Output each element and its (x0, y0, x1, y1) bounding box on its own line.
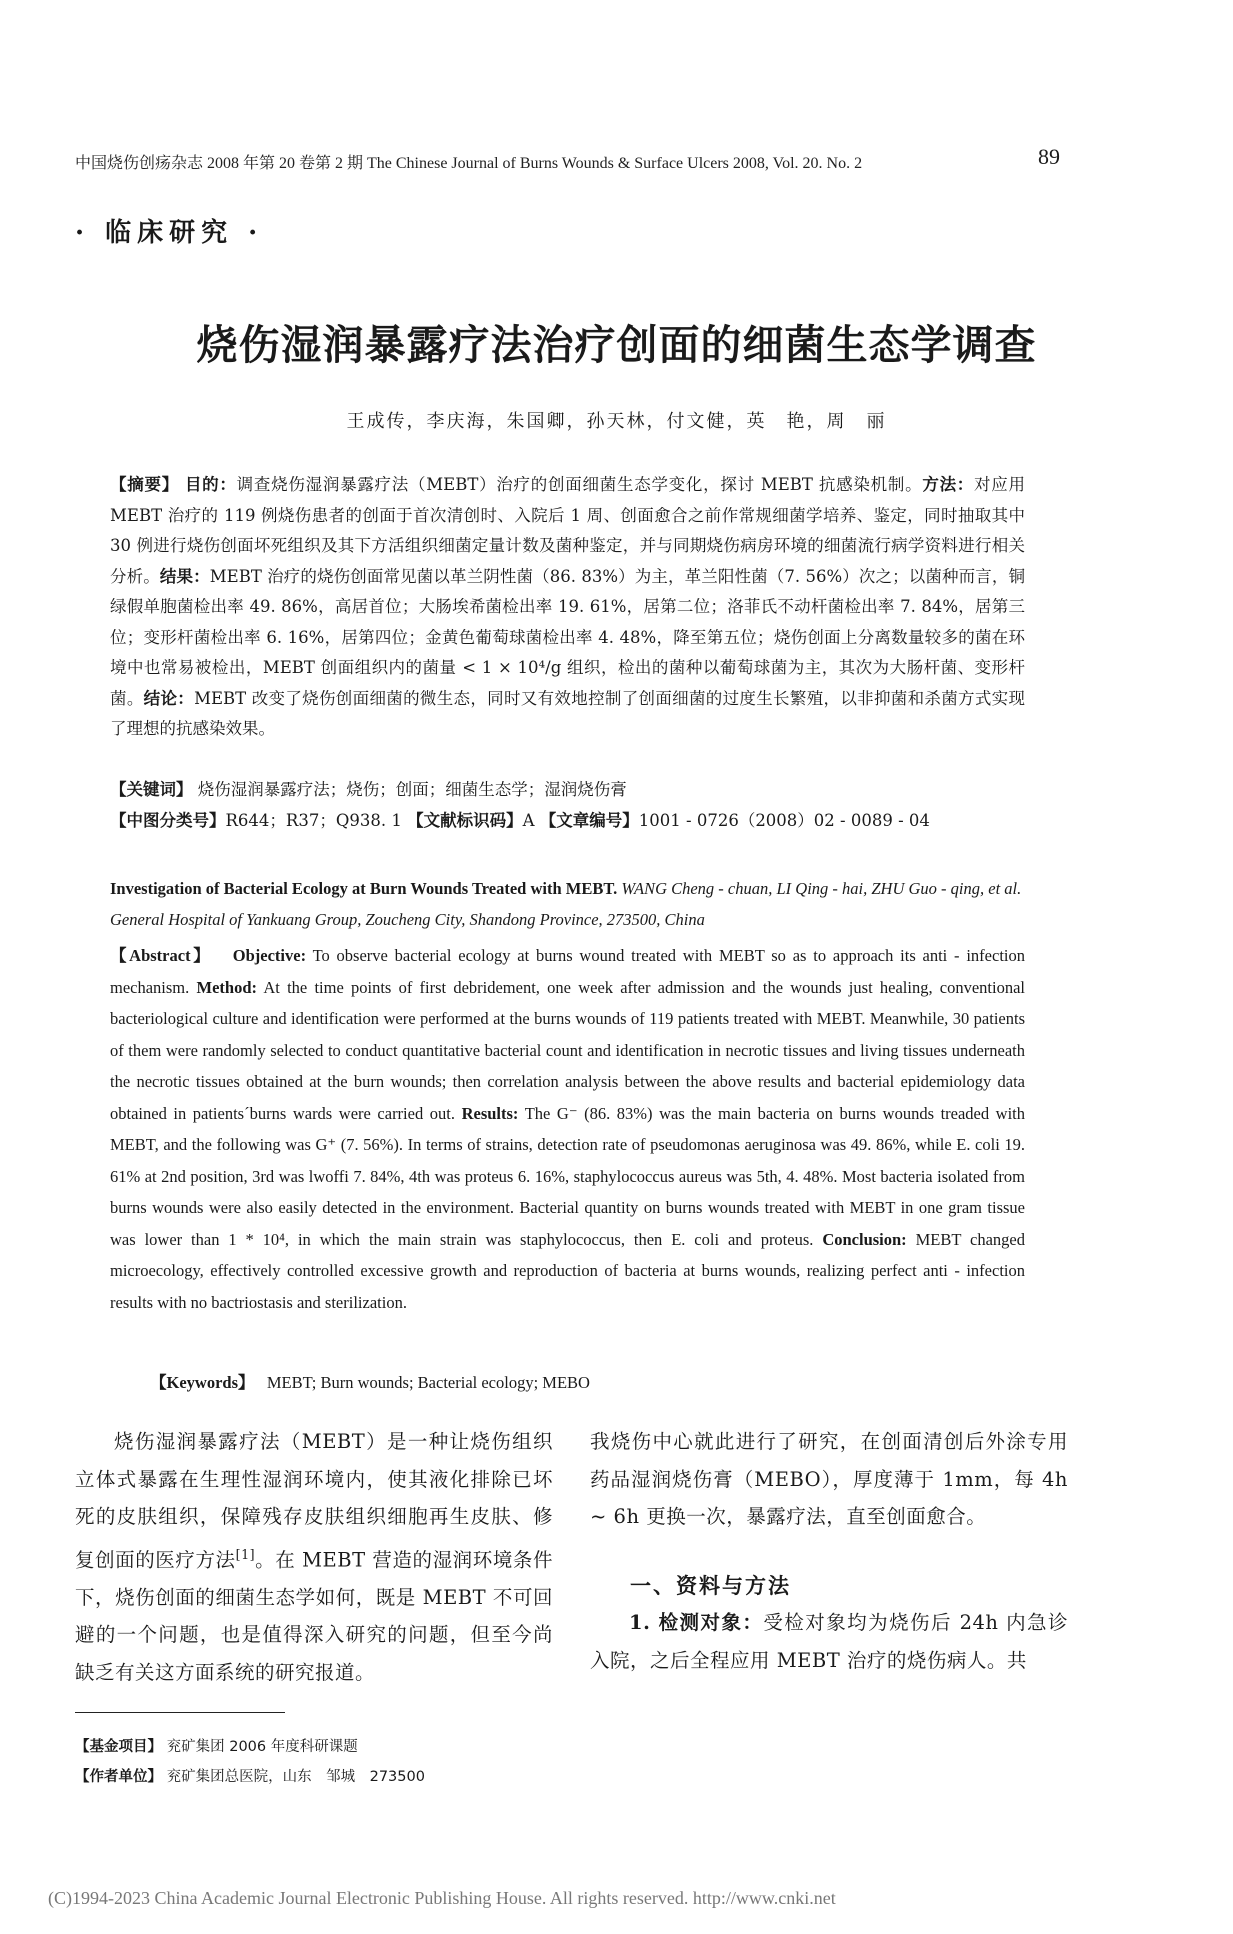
en-results-label: Results: (461, 1103, 519, 1123)
objective-text: 调查烧伤湿润暴露疗法（MEBT）治疗的创面细菌生态学变化，探讨 MEBT 抗感染机制。 (236, 475, 923, 494)
footnote-fund (75, 1735, 358, 1756)
en-objective-label: Objective: (232, 946, 307, 965)
en-method-text: At the time points of first debridement, one week after admission and the wounds just healing, conventional bacteriological culture and identification were performed at the burns wounds of 119 patients treated with MEBT. Meanwhile, 30 patients of them were randomly selected to conduct quantitative bacterial count and identification in necrotic tissues and living tissues underneath the necrotic tissues obtained at the burn wounds; then correlation analysis between the above results and bacterial epidemiology data obtained in patients´burns wards were carried out. (110, 977, 1026, 1123)
subsection-label: 1. 检测对象： (629, 1611, 764, 1634)
method-text: 对应用 MEBT 治疗的 119 例烧伤患者的创面于首次清创时、入院后 1 周、创面愈合之前作常规细菌学培养、鉴定，同时抽取其中 30 例进行烧伤创面坏死组织及其下方活组织细菌定量计数及菌种鉴定，并与同期烧伤病房环境的细菌流行病学资料进行相关分析。 (110, 475, 1026, 586)
fund-text: 兖矿集团 2006 年度科研课题 (166, 1739, 358, 1755)
subsection-text: 受检对象均为烧伤后 24h 内急诊入院，之后全程应用 MEBT 治疗的烧伤病人。共 (590, 1611, 1068, 1672)
en-results-text: The G⁻ (86. 83%) was the main bacteria on burns wounds treaded with MEBT, and the following was G⁺ (7. 56%). In terms of strains, detection rate of pseudomonas aeruginosa was 49. 86%, while E. coli 19. 61% at 2nd position, 3rd was lwoffi 7. 84%, 4th was proteus 6. 16%, staphylococcus aureus was 5th, 4. 48%. Most bacteria isolated from burns wounds were also easily detected in the environment. Bacterial quantity on burns wounds treated with MEBT in one gram tissue was lower than 1 * 10⁴, in which the main strain was staphylococcus, then E. coli and proteus. (110, 1103, 1026, 1249)
english-authors: WANG Cheng - chuan, LI Qing - hai, ZHU Guo - qing, et al. (621, 879, 1022, 898)
subsection-paragraph (590, 1604, 1068, 1679)
chinese-abstract (110, 470, 1025, 745)
doc-code-value: A (522, 811, 535, 830)
body-column-left (75, 1423, 553, 1691)
footnote-divider (75, 1712, 285, 1713)
objective-label: 目的： (184, 475, 237, 494)
citation-ref: [1] (235, 1546, 256, 1562)
body-column-right (590, 1423, 1068, 1536)
classification-line (110, 806, 1025, 837)
authors: 王成传，李庆海，朱国卿，孙天林，付文健，英 艳，周 丽 (346, 411, 887, 432)
english-abstract (110, 940, 1025, 1318)
unit-text: 兖矿集团总医院，山东 邹城 273500 (166, 1769, 425, 1785)
paper-title: 烧伤湿润暴露疗法治疗创面的细菌生态学调查 (196, 321, 1037, 369)
en-abstract-label: 【Abstract】 (110, 946, 213, 965)
en-keywords-text: MEBT; Burn wounds; Bacterial ecology; MEBO (266, 1373, 590, 1392)
en-conclusion-label: Conclusion: (822, 1229, 907, 1249)
result-text: MEBT 治疗的烧伤创面常见菌以革兰阴性菌（86. 83%）为主，革兰阳性菌（7. 56%）次之；以菌种而言，铜绿假单胞菌检出率 49. 86%，高居首位；大肠埃希菌检出率 19. 61%，居第二位；洛菲氏不动杆菌检出率 7. 84%，居第三位；变形杆菌检出率 6. 16%，居第四位；金黄色葡萄球菌检出率 4. 48%，降至第五位；烧伤创面上分离数量较多的菌在环境中也常易被检出，MEBT 创面组织内的菌量 < 1 × 10⁴/g 组织，检出的菌种以葡萄球菌为主，其次为大肠杆菌、变形杆菌。 (110, 566, 1026, 708)
journal-header: 中国烧伤创疡杂志 2008 年第 20 卷第 2 期 The Chinese Journal of Burns Wounds & Surface Ulcers 2008, Vol. 20. No. 2 (75, 155, 863, 172)
keywords-label: 【关键词】 (110, 780, 193, 799)
method-label: 方法： (922, 475, 975, 494)
english-keywords (150, 1369, 590, 1393)
doc-code-label: 【文献标识码】 (407, 811, 523, 830)
article-number-label: 【文章编号】 (539, 811, 639, 830)
english-title-block (110, 873, 1025, 935)
article-number-value: 1001 - 0726（2008）02 - 0089 - 04 (638, 811, 930, 830)
chinese-keywords (110, 775, 1025, 806)
clc-label: 【中图分类号】 (110, 811, 226, 830)
english-affiliation: General Hospital of Yankuang Group, Zoucheng City, Shandong Province, 273500, China (110, 910, 705, 929)
section-label: · 临床研究 · (75, 218, 264, 248)
keywords-text: 烧伤湿润暴露疗法；烧伤；创面；细菌生态学；湿润烧伤膏 (197, 780, 627, 799)
english-title: Investigation of Bacterial Ecology at Burn Wounds Treated with MEBT. (110, 879, 618, 898)
en-method-label: Method: (196, 977, 258, 997)
en-keywords-label: 【Keywords】 (150, 1373, 255, 1392)
en-conclusion-text: MEBT changed microecology, effectively controlled excessive growth and reproduction of bacteria at burns wounds, realizing perfect anti - infection results with no bactriostasis and sterilization. (110, 1229, 1026, 1312)
conclusion-text: MEBT 改变了烧伤创面细菌的微生态，同时又有效地控制了创面细菌的过度生长繁殖，以非抑菌和杀菌方式实现了理想的抗感染效果。 (110, 688, 1025, 738)
clc-value: R644；R37；Q938. 1 (225, 811, 402, 830)
intro-paragraph: 烧伤湿润暴露疗法（MEBT）是一种让烧伤组织立体式暴露在生理性湿润环境内，使其液化排除已坏死的皮肤组织，保障残存皮肤组织细胞再生皮肤、修复创面的医疗方法 (75, 1430, 553, 1571)
copyright-notice: (C)1994-2023 China Academic Journal Electronic Publishing House. All rights reserved. http://www.cnki.net (48, 1888, 836, 1908)
intro-paragraph-cont: 。在 MEBT 营造的湿润环境条件下，烧伤创面的细菌生态学如何，既是 MEBT 不可回避的一个问题，也是值得深入研究的问题，但至今尚缺乏有关这方面系统的研究报道。 (75, 1548, 553, 1684)
en-objective-text: To observe bacterial ecology at burns wound treated with MEBT so as to approach its anti - infection mechanism. (110, 946, 1025, 997)
fund-label: 【基金项目】 (75, 1739, 162, 1755)
footnote-unit (75, 1765, 425, 1786)
result-label: 结果： (159, 566, 210, 586)
abstract-label: 【摘要】 (110, 475, 179, 494)
page-number: 89 (1038, 144, 1060, 169)
conclusion-label: 结论： (143, 688, 195, 708)
unit-label: 【作者单位】 (75, 1769, 162, 1785)
section-heading: 一、资料与方法 (630, 1573, 791, 1598)
intro-paragraph-right: 我烧伤中心就此进行了研究，在创面清创后外涂专用药品湿润烧伤膏（MEBO），厚度薄于 1mm，每 4h ~ 6h 更换一次，暴露疗法，直至创面愈合。 (590, 1430, 1068, 1528)
